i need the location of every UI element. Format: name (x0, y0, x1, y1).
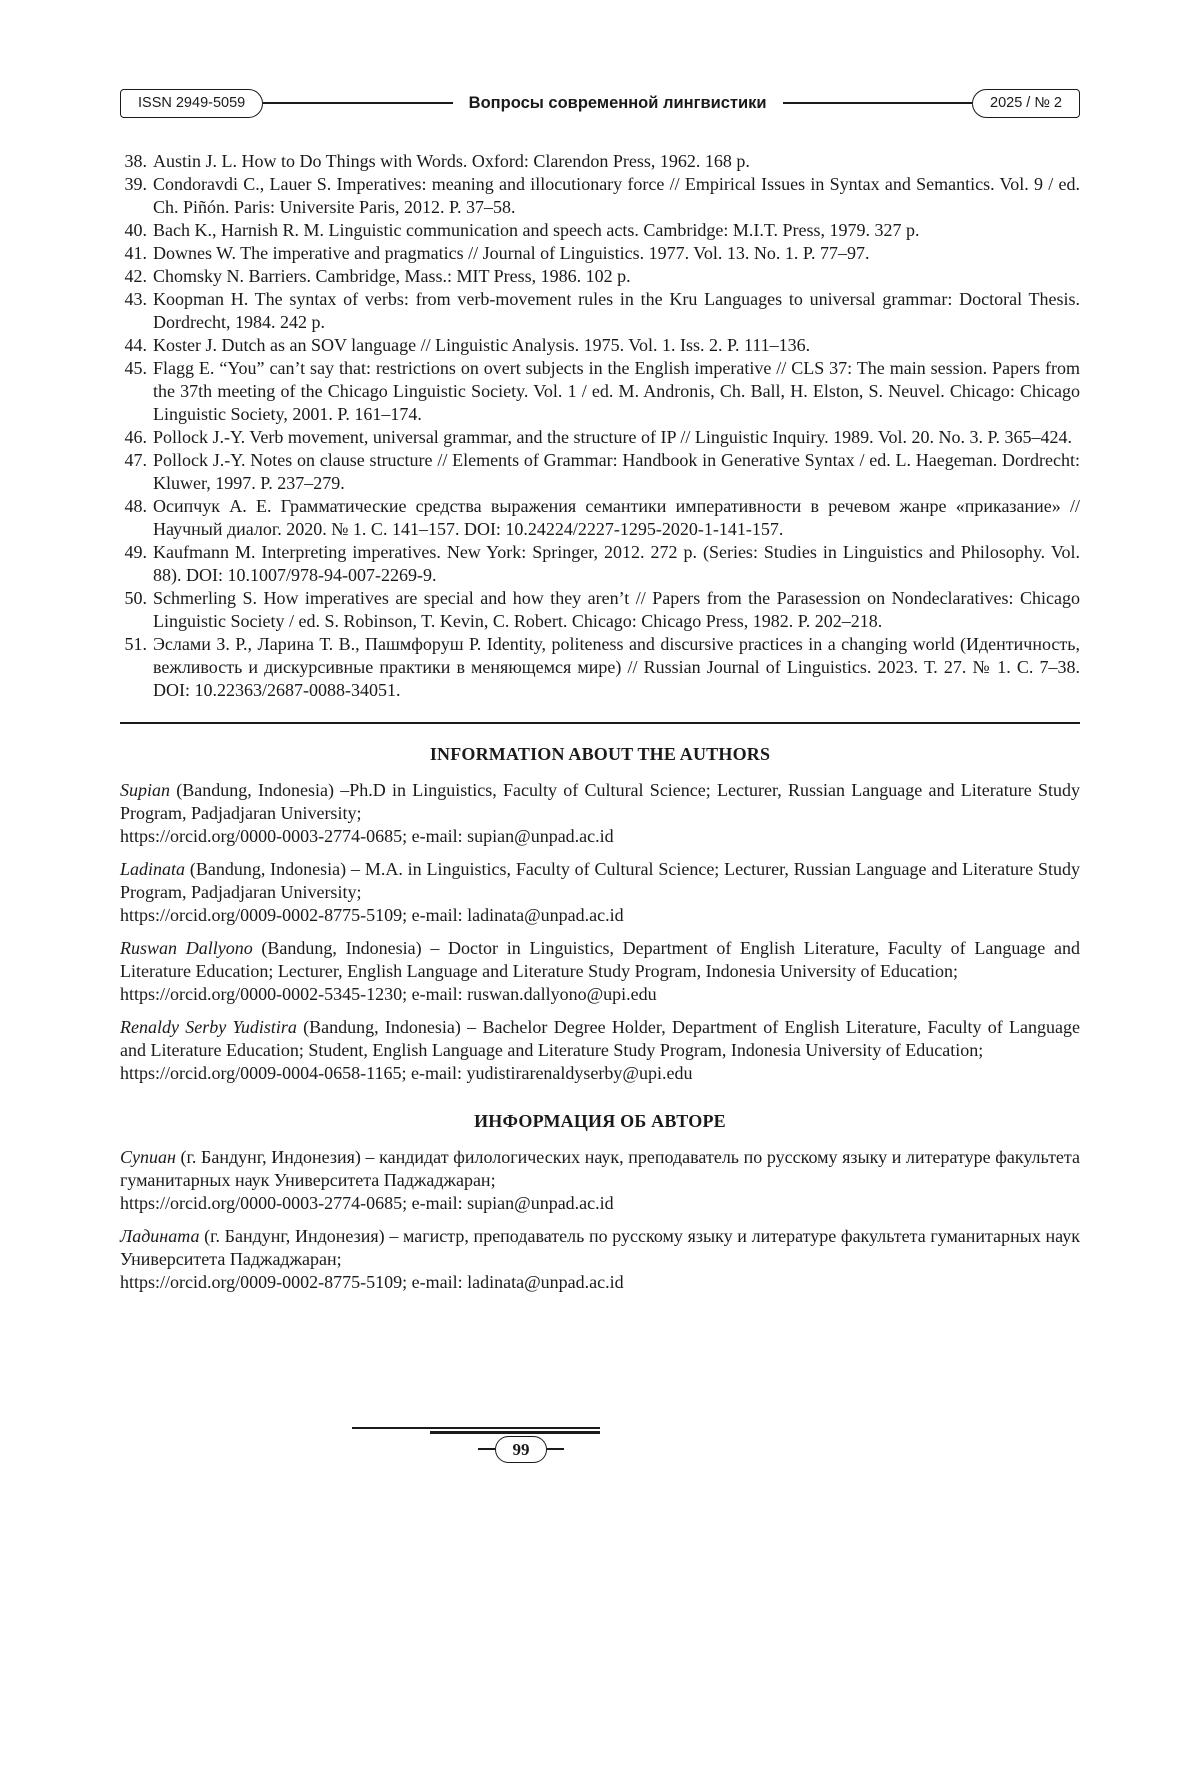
reference-text: Downes W. The imperative and pragmatics // Journal of Linguistics. 1977. Vol. 13. No. 1. P. 77–97. (153, 243, 870, 263)
reference-item (120, 173, 1080, 219)
author-entry (120, 858, 1080, 927)
reference-item (120, 541, 1080, 587)
reference-item (120, 334, 1080, 357)
author-contact-line: https://orcid.org/0000-0003-2774-0685; e-mail: supian@unpad.ac.id (120, 826, 614, 846)
reference-text: Pollock J.-Y. Notes on clause structure // Elements of Grammar: Handbook in Generative Syntax / ed. L. Haegeman. Dordrecht: Kluwer, 1997. P. 237–279. (153, 450, 1080, 493)
author-contact-line: https://orcid.org/0009-0004-0658-1165; e-mail: yudistirarenaldyserby@upi.edu (120, 1063, 693, 1083)
reference-text: Koster J. Dutch as an SOV language // Linguistic Analysis. 1975. Vol. 1. Iss. 2. P. 111–136. (153, 335, 811, 355)
author-contact-line: https://orcid.org/0000-0003-2774-0685; e-mail: supian@unpad.ac.id (120, 1193, 614, 1213)
author-name: Ладината (120, 1226, 200, 1246)
reference-number: 48. (124, 496, 147, 516)
reference-number: 51. (124, 634, 147, 654)
reference-item (120, 357, 1080, 426)
section-divider (120, 722, 1080, 724)
author-description: (Bandung, Indonesia) –Ph.D in Linguistics, Faculty of Cultural Science; Lecturer, Russian Language and Literature Study Program, Padjadjaran University; (120, 780, 1080, 823)
author-description: (Bandung, Indonesia) – Bachelor Degree Holder, Department of English Literature, Faculty of Language and Literature Education; Student, English Language and Literature Study Program, Indonesia University of Education; (120, 1017, 1080, 1060)
author-contact-line: https://orcid.org/0000-0002-5345-1230; e-mail: ruswan.dallyono@upi.edu (120, 984, 657, 1004)
author-contact-line: https://orcid.org/0009-0002-8775-5109; e-mail: ladinata@unpad.ac.id (120, 1272, 624, 1292)
reference-number: 44. (124, 335, 147, 355)
journal-title: Вопросы современной лингвистики (468, 93, 767, 112)
issue-badge (972, 89, 1080, 118)
reference-number: 41. (124, 243, 147, 263)
header-rule-left (263, 102, 452, 104)
author-name: Ladinata (120, 859, 186, 879)
reference-text: Flagg E. “You” can’t say that: restrictions on overt subjects in the English imperative // CLS 37: The main session. Papers from the 37th meeting of the Chicago Linguistic Society. Vol. 1 / ed. M. Andronis, Ch. Ball, H. Elston, S. Neuvel. Chicago: Chicago Linguistic Society, 2001. P. 161–174. (153, 358, 1080, 424)
page-content (120, 0, 1080, 1304)
reference-item (120, 449, 1080, 495)
author-name: Супиан (120, 1147, 176, 1167)
reference-list (120, 150, 1080, 702)
issue-text: 2025 / № 2 (990, 95, 1062, 111)
author-entry (120, 937, 1080, 1006)
reference-item (120, 426, 1080, 449)
reference-number: 49. (124, 542, 147, 562)
authors-en-heading: INFORMATION ABOUT THE AUTHORS (429, 744, 771, 764)
footer-tick-right (547, 1448, 564, 1450)
reference-number: 50. (124, 588, 147, 608)
reference-text: Эслами З. Р., Ларина Т. В., Пашмфоруш Р. Identity, politeness and discursive practices in a changing world (Идентичность, вежливость и дискурсивные практики в меняющемся мире) // Russian Journal of Linguistics. 2023. Т. 27. № 1. С. 7–38. DOI: 10.22363/2687-0088-34051. (153, 634, 1080, 700)
footer-line-thick (430, 1431, 600, 1434)
author-name: Renaldy Serby Yudistira (120, 1017, 297, 1037)
reference-text: Bach K., Harnish R. M. Linguistic communication and speech acts. Cambridge: M.I.T. Press, 1979. 327 p. (153, 220, 920, 240)
author-entry (120, 1146, 1080, 1215)
author-entry (120, 1225, 1080, 1294)
author-name: Supian (120, 780, 171, 800)
reference-text: Schmerling S. How imperatives are special and how they aren’t // Papers from the Parasession on Nondeclaratives: Chicago Linguistic Society / ed. S. Robinson, T. Kevin, C. Robert. Chicago: Chicago Press, 1982. P. 202–218. (153, 588, 1080, 631)
header-rule-right (783, 102, 972, 104)
reference-item (120, 219, 1080, 242)
reference-number: 39. (124, 174, 147, 194)
reference-text: Austin J. L. How to Do Things with Words. Oxford: Clarendon Press, 1962. 168 p. (153, 151, 750, 171)
reference-text: Condoravdi C., Lauer S. Imperatives: meaning and illocutionary force // Empirical Issues in Syntax and Semantics. Vol. 9 / ed. Ch. Piñón. Paris: Universite Paris, 2012. P. 37–58. (153, 174, 1080, 217)
author-entry (120, 1016, 1080, 1085)
reference-number: 38. (124, 151, 147, 171)
reference-number: 46. (124, 427, 147, 447)
reference-number: 42. (124, 266, 147, 286)
reference-item (120, 587, 1080, 633)
author-description: (Bandung, Indonesia) – Doctor in Linguistics, Department of English Literature, Faculty of Language and Literature Education; Lecturer, English Language and Literature Study Program, Indonesia University of Education; (120, 938, 1081, 981)
reference-item (120, 495, 1080, 541)
author-description: (Bandung, Indonesia) – M.A. in Linguistics, Faculty of Cultural Science; Lecturer, Russian Language and Literature Study Program, Padjadjaran University; (120, 859, 1080, 902)
reference-text: Pollock J.-Y. Verb movement, universal grammar, and the structure of IP // Linguistic Inquiry. 1989. Vol. 20. No. 3. P. 365–424. (153, 427, 1073, 447)
reference-item (120, 633, 1080, 702)
reference-text: Koopman H. The syntax of verbs: from verb-movement rules in the Kru Languages to universal grammar: Doctoral Thesis. Dordrecht, 1984. 242 p. (153, 289, 1080, 332)
reference-text: Kaufmann M. Interpreting imperatives. New York: Springer, 2012. 272 p. (Series: Studies in Linguistics and Philosophy. Vol. 88). DOI: 10.1007/978-94-007-2269-9. (153, 542, 1080, 585)
reference-text: Chomsky N. Barriers. Cambridge, Mass.: MIT Press, 1986. 102 p. (153, 266, 631, 286)
reference-number: 45. (124, 358, 147, 378)
reference-text: Осипчук А. Е. Грамматические средства выражения семантики императивности в речевом жанре «приказание» // Научный диалог. 2020. № 1. С. 141–157. DOI: 10.24224/2227-1295-2020-1-141-157. (153, 496, 1080, 539)
authors-ru-heading: ИНФОРМАЦИЯ ОБ АВТОРЕ (474, 1111, 726, 1131)
reference-number: 43. (124, 289, 147, 309)
issn-text: ISSN 2949-5059 (138, 95, 246, 111)
reference-number: 47. (124, 450, 147, 470)
author-entry (120, 779, 1080, 848)
journal-header (120, 86, 1080, 120)
reference-number: 40. (124, 220, 147, 240)
reference-item (120, 288, 1080, 334)
author-description: (г. Бандунг, Индонезия) – магистр, преподаватель по русскому языку и литературе факультета гуманитарных наук Университета Паджаджаран; (120, 1226, 1080, 1269)
page-number: 99 (495, 1436, 547, 1463)
author-contact-line: https://orcid.org/0009-0002-8775-5109; e-mail: ladinata@unpad.ac.id (120, 905, 624, 925)
authors-ru-list (120, 1146, 1080, 1294)
reference-item (120, 242, 1080, 265)
author-name: Ruswan Dallyono (120, 938, 253, 958)
author-description: (г. Бандунг, Индонезия) – кандидат филологических наук, преподаватель по русскому языку и литературе факультета гуманитарных наук Университета Паджаджаран; (120, 1147, 1080, 1190)
authors-en-list (120, 779, 1080, 1085)
issn-badge (120, 89, 263, 118)
reference-item (120, 265, 1080, 288)
reference-item (120, 150, 1080, 173)
footer-tick-left (478, 1448, 495, 1450)
footer-line-thin (352, 1427, 600, 1429)
